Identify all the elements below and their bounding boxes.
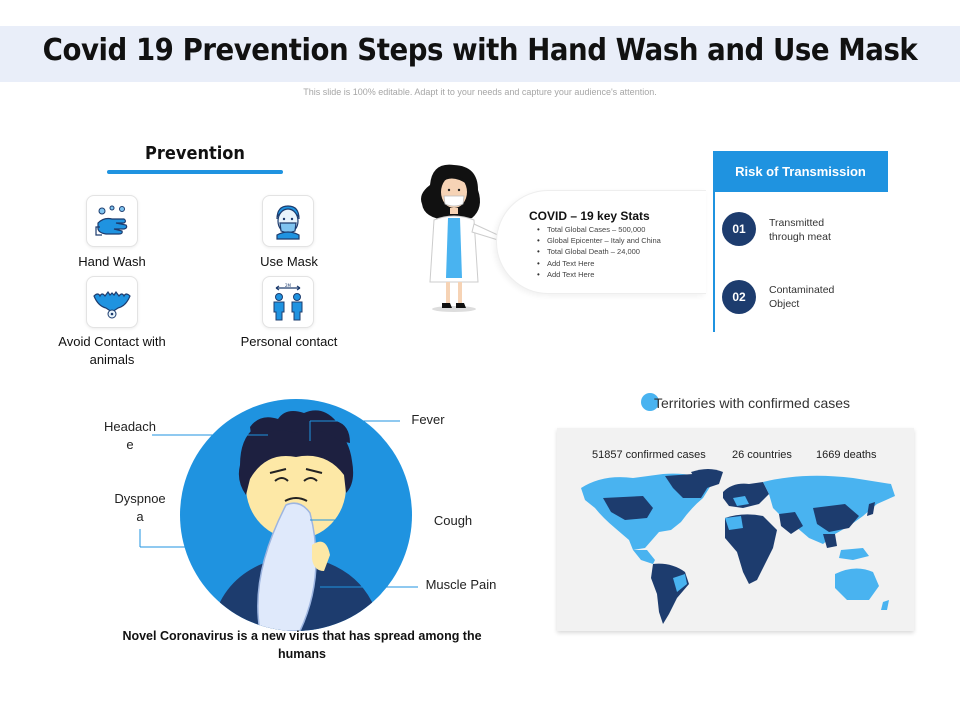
stats-item: • Add Text Here bbox=[537, 258, 661, 269]
muscle-pain-label: Muscle Pain bbox=[425, 577, 497, 592]
avoid-animals-tile bbox=[86, 276, 138, 328]
risk-number-badge: 01 bbox=[722, 212, 756, 246]
stats-item: • Global Epicenter – Italy and China bbox=[537, 235, 661, 246]
hand-wash-label: Hand Wash bbox=[78, 254, 146, 269]
risk-item-line: Object bbox=[769, 297, 800, 310]
countries-count: 26 countries bbox=[732, 449, 792, 461]
avoid-animals-label: Avoid Contact with animals bbox=[58, 334, 166, 367]
prevention-title: Prevention bbox=[145, 143, 245, 164]
risk-header: Risk of Transmission bbox=[713, 151, 888, 192]
headache-line: Headach bbox=[103, 419, 157, 434]
use-mask-tile bbox=[262, 195, 314, 247]
stats-list bbox=[537, 224, 661, 280]
cough-label: Cough bbox=[433, 513, 473, 528]
map-legend: Territories with confirmed cases bbox=[654, 395, 851, 411]
svg-text:2M: 2M bbox=[285, 283, 291, 288]
stats-item: • Total Global Death – 24,000 bbox=[537, 246, 661, 257]
page-subtitle: This slide is 100% editable. Adapt it to your needs and capture your audience's attention. bbox=[303, 87, 657, 97]
deaths-count: 1669 deaths bbox=[816, 449, 877, 461]
risk-item-line: Transmitted bbox=[769, 217, 825, 229]
personal-contact-tile bbox=[262, 276, 314, 328]
risk-number-badge: 02 bbox=[722, 280, 756, 314]
headache-line: e bbox=[126, 437, 134, 452]
social-distance-icon bbox=[268, 282, 308, 322]
stats-title: COVID – 19 key Stats bbox=[529, 209, 650, 223]
dyspnoea-label bbox=[103, 490, 177, 526]
risk-item-text bbox=[769, 284, 859, 311]
page-title: Covid 19 Prevention Steps with Hand Wash and Use Mask bbox=[42, 33, 918, 68]
hand-wash-icon bbox=[92, 201, 132, 241]
prevention-underline bbox=[107, 170, 283, 174]
stats-item: • Total Global Cases – 500,000 bbox=[537, 224, 661, 235]
use-mask-label: Use Mask bbox=[260, 254, 318, 269]
headache-label bbox=[95, 418, 165, 454]
bat-icon bbox=[92, 282, 132, 322]
stats-item: • Add Text Here bbox=[537, 269, 661, 280]
risk-item-text bbox=[769, 217, 859, 244]
caption-line: Novel Coronavirus is a new virus that has spread among the bbox=[122, 629, 482, 643]
symptoms-caption bbox=[110, 627, 494, 663]
personal-contact-label: Personal contact bbox=[240, 334, 338, 349]
caption-line: humans bbox=[278, 647, 326, 661]
world-map bbox=[573, 468, 903, 628]
fever-label: Fever bbox=[411, 412, 445, 427]
hand-wash-tile bbox=[86, 195, 138, 247]
risk-item-line: Contaminated bbox=[769, 284, 835, 296]
risk-divider bbox=[713, 192, 715, 332]
risk-item-line: through meat bbox=[769, 230, 831, 243]
confirmed-cases: 51857 confirmed cases bbox=[592, 449, 706, 461]
face-mask-icon bbox=[268, 201, 308, 241]
dyspnoea-line: Dyspnoe bbox=[114, 491, 166, 506]
dyspnoea-line: a bbox=[136, 509, 144, 524]
